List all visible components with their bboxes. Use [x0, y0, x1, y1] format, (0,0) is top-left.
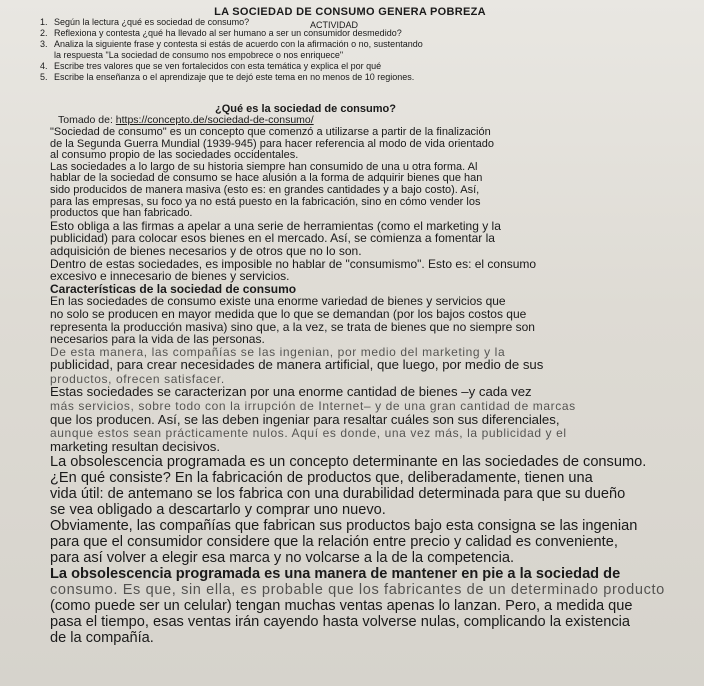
instruction-item [40, 72, 600, 83]
text-line: Esto obliga a las firmas a apelar a una serie de herramientas (como el marketing y la [50, 218, 501, 233]
text-line: Características de la sociedad de consumo [50, 281, 297, 296]
text-line: de la compañía. [50, 630, 154, 647]
text-line: Obviamente, las compañías que fabrican sus productos bajo esta consigna se las ingenian [50, 518, 638, 535]
text-line: (como puede ser un celular) tengan muchas ventas apenas lo lanzan. Pero, a medida que [50, 598, 633, 615]
activity-label: ACTIVIDAD [310, 20, 359, 30]
instruction-item [40, 61, 600, 72]
document-title: LA SOCIEDAD DE CONSUMO GENERA POBREZA [214, 6, 486, 18]
instruction-number: 5. [40, 72, 48, 82]
text-line: adquisición de bienes necesarios y de otros que no lo son. [50, 243, 362, 258]
text-line: excesivo e innecesario de bienes y servicios. [50, 269, 290, 284]
text-line: "Sociedad de consumo" es un concepto que comenzó a utilizarse a partir de la finalización [50, 126, 491, 138]
instruction-item [40, 50, 600, 61]
text-line: hablar de la sociedad de consumo se hace alusión a la forma de adquirir bienes que han [50, 172, 483, 185]
instruction-item [40, 39, 600, 50]
instruction-number [40, 50, 54, 61]
text-line: sido producidos de manera masiva (esto es: en grandes cantidades y a bajo costo). Así, [50, 183, 480, 196]
instruction-number: 1. [40, 17, 48, 27]
text-line: consumo. Es que, sin ella, es probable que los fabricantes de un determinado producto [50, 582, 665, 599]
instruction-text: la respuesta "La sociedad de consumo nos empobrece o nos enriquece" [54, 50, 344, 60]
instruction-item [40, 28, 600, 39]
instruction-number: 2. [40, 28, 48, 38]
text-line: representa la producción masiva) sino que, a la vez, se trata de bienes que no siempre son [50, 319, 535, 334]
text-line: para las empresas, su foco ya no está puesto en la fabricación, sino en cómo vender los [50, 195, 481, 208]
text-line: para que el consumidor considere que la relación entre precio y calidad es conveniente, [50, 534, 618, 551]
text-line: al consumo propio de las sociedades occidentales. [50, 149, 299, 162]
text-line: más servicios, sobre todo con la irrupción de Internet– y de una gran cantidad de marcas [50, 399, 576, 414]
article-body [50, 126, 665, 647]
instruction-text: Escribe la enseñanza o el aprendizaje que te dejó este tema en no menos de 10 regiones. [54, 72, 415, 82]
text-line: que los producen. Así, se las deben ingeniar para resaltar cuáles son sus diferenciales, [50, 411, 560, 427]
text-line: De esta manera, las compañías se las ingenian, por medio del marketing y la [50, 344, 506, 359]
instruction-list [40, 17, 600, 83]
instruction-text: Reflexiona y contesta ¿qué ha llevado al ser humano a ser un consumidor desmedido? [54, 28, 402, 38]
text-line: La obsolescencia programada es un concepto determinante en las sociedades de consumo. [50, 454, 647, 471]
instruction-item [40, 17, 600, 28]
instruction-text: Analiza la siguiente frase y contesta si estás de acuerdo con la afirmación o no, sustentando [54, 39, 423, 49]
text-line: se vea obligado a descartarlo y comprar uno nuevo. [50, 502, 386, 519]
text-line: pasa el tiempo, esas ventas irán cayendo hasta volverse nulas, complicando la existencia [50, 614, 631, 631]
text-line: ¿En qué consiste? En la fabricación de productos que, deliberadamente, tienen una [50, 470, 593, 487]
text-line: de la Segunda Guerra Mundial (1939-945) para hacer referencia al modo de vida orientado [50, 137, 494, 150]
instruction-number: 4. [40, 61, 48, 71]
text-line: En las sociedades de consumo existe una enorme variedad de bienes y servicios que [50, 294, 506, 309]
text-line: Estas sociedades se caracterizan por una enorme cantidad de bienes –y cada vez [50, 384, 532, 400]
section-heading: ¿Qué es la sociedad de consumo? [215, 103, 396, 115]
text-line: productos, ofrecen satisfacer. [50, 371, 225, 386]
text-line: La obsolescencia programada es una manera de mantener en pie a la sociedad de [50, 566, 621, 583]
text-line: marketing resultan decisivos. [50, 438, 221, 454]
text-line: Las sociedades a lo largo de su historia siempre han consumido de una u otra forma. Al [50, 160, 478, 173]
text-line: para así volver a elegir esa marca y no volcarse a la de la competencia. [50, 550, 514, 567]
text-line: productos que han fabricado. [50, 207, 193, 220]
text-line: vida útil: de antemano se los fabrica con una durabilidad determinada para que su dueño [50, 486, 626, 503]
instruction-text: Escribe tres valores que se ven fortalecidos con esta temática y explica el por qué [54, 61, 382, 71]
text-line: Dentro de estas sociedades, es imposible no hablar de "consumismo". Esto es: el consumo [50, 256, 537, 271]
instruction-text: Según la lectura ¿qué es sociedad de consumo? [54, 17, 250, 27]
text-line: publicidad, para crear necesidades de manera artificial, que luego, por medio de sus [50, 357, 544, 373]
text-line: necesarios para la vida de las personas. [50, 332, 265, 347]
text-line: publicidad) para colocar esos bienes en el mercado. Así, se comienza a fomentar la [50, 231, 495, 246]
instruction-number: 3. [40, 39, 48, 49]
text-line: aunque estos sean prácticamente nulos. Aquí es donde, una vez más, la publicidad y el [50, 426, 567, 441]
source-line [58, 114, 314, 126]
source-link[interactable]: https://concepto.de/sociedad-de-consumo/ [115, 114, 314, 126]
source-prefix: Tomado de: [58, 114, 116, 126]
text-line: no solo se producen en mayor medida que lo que se demandan (por los bajos costos que [50, 306, 527, 321]
